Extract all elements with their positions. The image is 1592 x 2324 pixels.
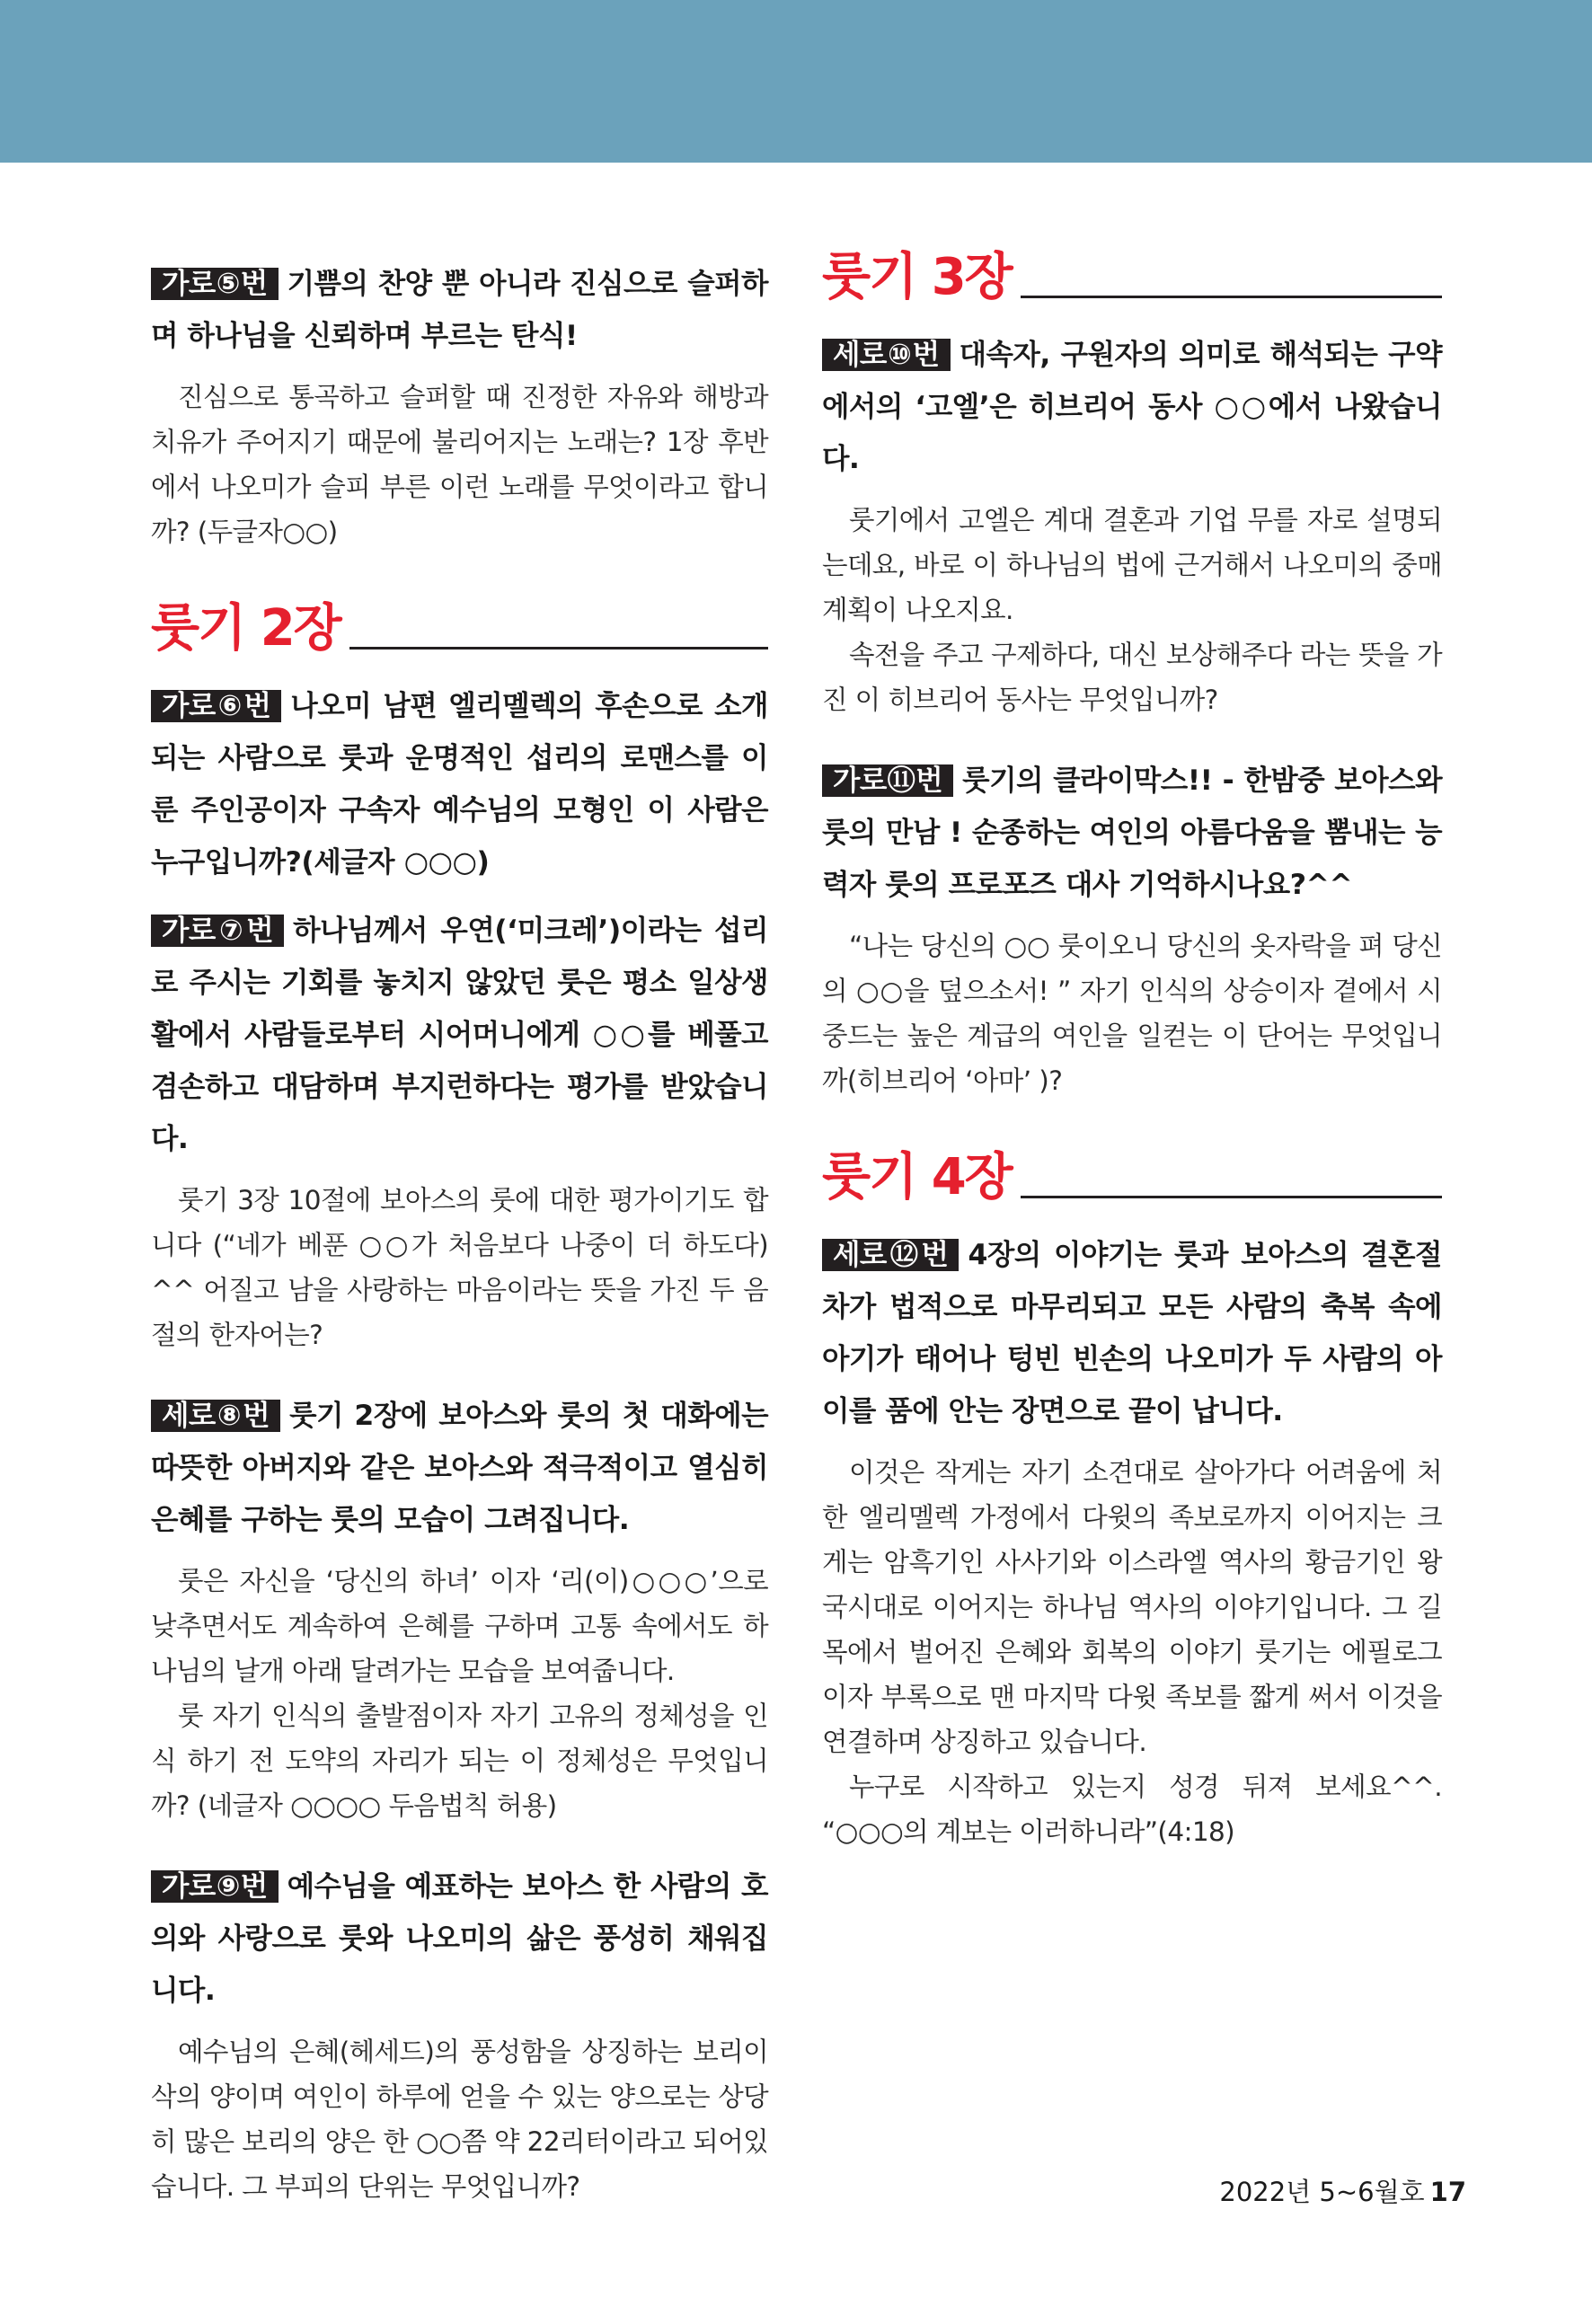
question-6 — [151, 680, 768, 888]
question-11 — [822, 755, 1442, 911]
question-7 — [151, 905, 768, 1165]
paragraph: 룻은 자신을 ‘당신의 하녀’ 이자 ‘리(이)○○○’으로 낮추면서도 계속하여 은혜를 구하며 고통 속에서도 하나님의 날개 아래 달려가는 모습을 보여줍니다. — [151, 1566, 768, 1686]
question-text: 나오미 남편 엘리멜렉의 후손으로 소개 되는 사람으로 룻과 운명적인 섭리의 로맨스를 이룬 주인공이자 구속자 예수님의 모형인 이 사람은 누구입니까?(세글자 ○○○) — [151, 690, 768, 879]
paragraph: “나는 당신의 ○○ 룻이오니 당신의 옷자락을 펴 당신의 ○○을 덮으소서! ” 자기 인식의 상승이자 곁에서 시중드는 높은 계급의 여인을 일컫는 이 단어는 무엇입니까(히브리어 ‘아마’ )? — [822, 931, 1442, 1096]
chapter-heading — [822, 235, 1442, 305]
right-column — [822, 235, 1442, 1854]
question-5 — [151, 258, 768, 362]
paragraph: 진심으로 통곡하고 슬퍼할 때 진정한 자유와 해방과 치유가 주어지기 때문에 불리어지는 노래는? 1장 후반에서 나오미가 슬피 부른 이런 노래를 무엇이라고 합니까? (두글자○○) — [151, 382, 768, 547]
question-tag: 세로⑧번 — [151, 1400, 280, 1432]
chapter-title: 룻기 2장 — [151, 599, 341, 658]
question-10 — [822, 329, 1442, 485]
question-tag: 가로⑪번 — [822, 764, 953, 797]
paragraph: 룻 자기 인식의 출발점이자 자기 고유의 정체성을 인식 하기 전 도약의 자리가 되는 이 정체성은 무엇입니까? (네글자 ○○○○ 두음법칙 허용) — [151, 1701, 768, 1821]
question-tag: 가로⑤번 — [151, 268, 279, 300]
paragraph: 룻기에서 고엘은 계대 결혼과 기업 무를 자로 설명되는데요, 바로 이 하나님의 법에 근거해서 나오미의 중매계획이 나오지요. — [822, 505, 1442, 625]
chapter-title: 룻기 4장 — [822, 1148, 1012, 1206]
paragraph: 누구로 시작하고 있는지 성경 뒤져 보세요^^. “○○○의 계보는 이러하니라”(4:18) — [822, 1772, 1442, 1847]
question-tag: 세로⑫번 — [822, 1239, 959, 1271]
chapter-title: 룻기 3장 — [822, 248, 1012, 306]
question-tag: 가로⑨번 — [151, 1870, 279, 1903]
question-text: 대속자, 구원자의 의미로 해석되는 구약에서의 ‘고엘’은 히브리어 동사 ○○에서 나왔습니다. — [822, 339, 1442, 475]
chapter-heading — [151, 587, 768, 657]
question-text: 룻기의 클라이막스!! - 한밤중 보아스와 룻의 만남 ! 순종하는 여인의 아름다움을 뽐내는 능력자 룻의 프로포즈 대사 기억하시나요?^^ — [822, 764, 1442, 901]
question-text: 룻기 2장에 보아스와 룻의 첫 대화에는 따뜻한 아버지와 같은 보아스와 적극적이고 열심히 은혜를 구하는 룻의 모습이 그려집니다. — [151, 1400, 768, 1536]
heading-rule — [1021, 1196, 1442, 1198]
question-tag: 세로⑩번 — [822, 339, 951, 371]
question-9 — [151, 1860, 768, 2017]
page-number: 17 — [1429, 2177, 1466, 2207]
question-tag: 가로⑥번 — [151, 690, 281, 722]
chapter-heading — [822, 1135, 1442, 1206]
paragraph: 예수님의 은혜(헤세드)의 풍성함을 상징하는 보리이삭의 양이며 여인이 하루에 얻을 수 있는 양으로는 상당히 많은 보리의 양은 한 ○○쯤 약 22리터이라고 되어있습니다. 그 부피의 단위는 무엇입니까? — [151, 2037, 768, 2202]
left-column — [151, 258, 768, 2209]
question-text: 기쁨의 찬양 뿐 아니라 진심으로 슬퍼하며 하나님을 신뢰하며 부르는 탄식! — [151, 268, 768, 352]
question-text: 4장의 이야기는 룻과 보아스의 결혼절차가 법적으로 마무리되고 모든 사람의 축복 속에 아기가 태어나 텅빈 빈손의 나오미가 두 사람의 아이를 품에 안는 장면으로 끝이 납니다. — [822, 1239, 1442, 1427]
question-8 — [151, 1390, 768, 1546]
header-band — [0, 0, 1592, 163]
page-footer — [1042, 2174, 1466, 2210]
paragraph: 룻기 3장 10절에 보아스의 룻에 대한 평가이기도 합니다 (“네가 베푼 ○○가 처음보다 나중이 더 하도다) ^^ 어질고 남을 사랑하는 마음이라는 뜻을 가진 두 음절의 한자어는? — [151, 1185, 768, 1350]
question-text: 예수님을 예표하는 보아스 한 사람의 호의와 사랑으로 룻와 나오미의 삶은 풍성히 채워집니다. — [151, 1870, 768, 2007]
paragraph: 이것은 작게는 자기 소견대로 살아가다 어려움에 처한 엘리멜렉 가정에서 다윗의 족보로까지 이어지는 크게는 암흑기인 사사기와 이스라엘 역사의 황금기인 왕국시대로 이어지는 하나님 역사의 이야기입니다. 그 길목에서 벌어진 은혜와 회복의 이야기 룻기는 에필로그이자 부록으로 맨 마지막 다윗 족보를 짧게 써서 이것을 연결하며 상징하고 있습니다. — [822, 1457, 1442, 1757]
heading-rule — [1021, 296, 1442, 298]
issue-label: 2022년 5~6월호 — [1219, 2177, 1425, 2207]
paragraph: 속전을 주고 구제하다, 대신 보상해주다 라는 뜻을 가진 이 히브리어 동사는 무엇입니까? — [822, 640, 1442, 715]
question-12 — [822, 1229, 1442, 1437]
heading-rule — [349, 647, 768, 649]
question-text: 하나님께서 우연(‘미크레’)이라는 섭리로 주시는 기회를 놓치지 않았던 룻은 평소 일상생활에서 사람들로부터 시어머니에게 ○○를 베풀고 겸손하고 대담하며 부지런하다는 평가를 받았습니다. — [151, 915, 768, 1155]
question-tag: 가로⑦번 — [151, 915, 284, 947]
